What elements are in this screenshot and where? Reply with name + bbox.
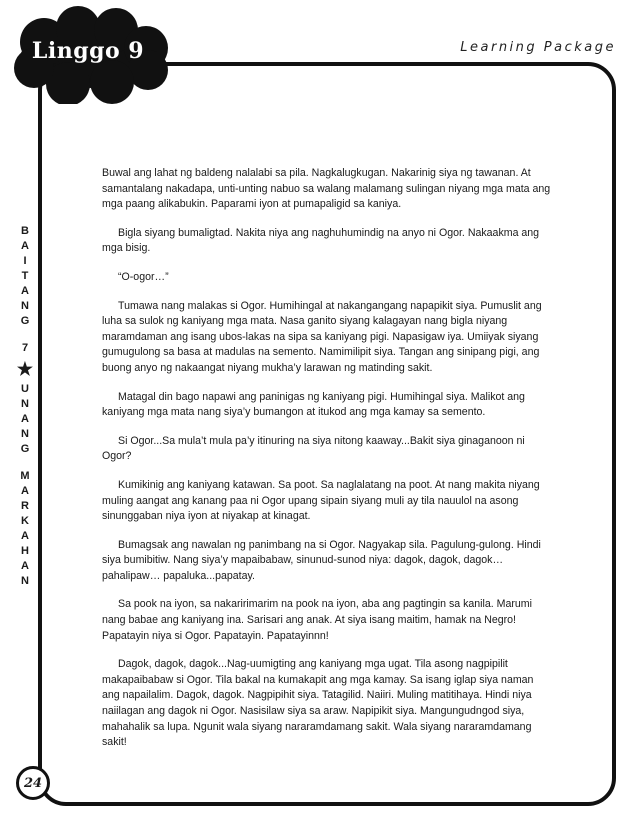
sidebar-letter: I [23,255,27,267]
sidebar-letter: A [21,285,29,297]
sidebar-letter: B [21,225,29,237]
paragraph: Dagok, dagok, dagok...Nag-uumigting ang kaniyang mga ugat. Tila asong nagpipilit makapaibabaw si Ogor. Tila bakal na kumakapit ang mga kamay. Sa isang iglap siya naman ang napailalim. Dagok, dagok. Nagpipihit siya. Tatagilid. Naiiri. Muling matitihaya. Hindi niya naiilagan ang dagok ni Ogor. Nasisilaw siya sa araw. Napipikit siya. Mangungudngod siya, mahahalik sa lupa. Ngunit wala siyang nararamdamang sakit. Wala siyang nararamdamang sakit! [102,658,534,749]
paragraph: Tumawa nang malakas si Ogor. Humihingal at nakangangang napapikit siya. Pumuslit ang luha sa sulok ng kaniyang mga mata. Nasa ganito siyang kalagayan nang bigla niyang maramdaman ang isang ubos-lakas na sipa sa kaniyang pigi. Napasigaw iya. Umiiyak siyang gumugulong sa basa at madulas na semento. Namimilipit siya. Tangan ang sinipang pigi, ang buong anyo ng nakaangat niyang mukha’y larawan ng matinding sakit. [102,299,542,374]
sidebar-letter: U [21,383,29,395]
sidebar-letter: N [21,398,29,410]
page-number: 24 [16,766,50,800]
paragraph: Kumikinig ang kaniyang katawan. Sa poot. Sa naglalatang na poot. At nang makita niyang muling aangat ang kanang paa ni Ogor upang sipain siyang muli ay tila nauulol na asong sinunggaban niya iyon at niyakap at kinagat. [102,478,540,523]
week-title: Linggo 9 [31,38,145,64]
grade-quarter-sidebar [14,224,36,589]
sidebar-letter: R [21,500,29,512]
learning-package-label: Learning Package [460,40,616,55]
paragraph: Si Ogor...Sa mula’t mula pa’y itinuring na siya nitong kaaway...Bakit siya ginaganoon ni Ogor? [102,434,525,463]
sidebar-letter: M [20,470,30,482]
sidebar-letter: G [20,315,30,327]
paragraph: “O-ogor…” [118,270,169,283]
sidebar-letter: A [21,240,29,252]
sidebar-letter: N [21,428,29,440]
sidebar-letter: A [21,530,29,542]
paragraph: Bumagsak ang nawalan ng panimbang na si Ogor. Nagyakap sila. Pagulung-gulong. Hindi siya bumibitiw. Nang siya’y mapaibabaw, sinunud-sunod niya: dagok, dagok, dagok… pahalipaw… papaluka...papatay. [102,538,541,582]
story-text [102,166,554,764]
sidebar-letter: H [21,545,29,557]
paragraph: Buwal ang lahat ng baldeng nalalabi sa pila. Nagkalugkugan. Nakarinig siya ng tawanan. At samantalang nakadapa, unti-unting nabuo sa walang malamang sulingan niyang mga mata ang mga paang alikabukin. Paparami iyon at pumapaligid sa kaniya. [102,167,551,211]
sidebar-letter: T [21,270,29,282]
sidebar-letter: N [21,575,29,587]
star-icon: ★ [16,359,34,379]
sidebar-letter: A [21,485,29,497]
paragraph: Bigla siyang bumaligtad. Nakita niya ang naghuhumindig na anyo ni Ogor. Nakaakma ang mga bisig. [102,226,540,255]
sidebar-letter: G [20,443,30,455]
sidebar-letter: K [21,515,29,527]
sidebar-letter: A [21,560,29,572]
sidebar-grade-number: 7 [21,342,29,354]
paragraph: Sa pook na iyon, sa nakaririmarim na pook na iyon, aba ang pagtingin sa kanila. Marumi nang babae ang kaniyang ina. Sarisari ang anak. At siya isang maitim, hamak na Negro! Papatayin niya si Ogor. Papatayin. Papatayinnn! [102,598,532,642]
sidebar-letter: N [21,300,29,312]
paragraph: Matagal din bago napawi ang paninigas ng kaniyang pigi. Humihingal siya. Malikot ang kaniyang mga mata nang siya’y bumangon at itukod ang mga kamay sa semento. [102,390,525,419]
sidebar-letter: A [21,413,29,425]
